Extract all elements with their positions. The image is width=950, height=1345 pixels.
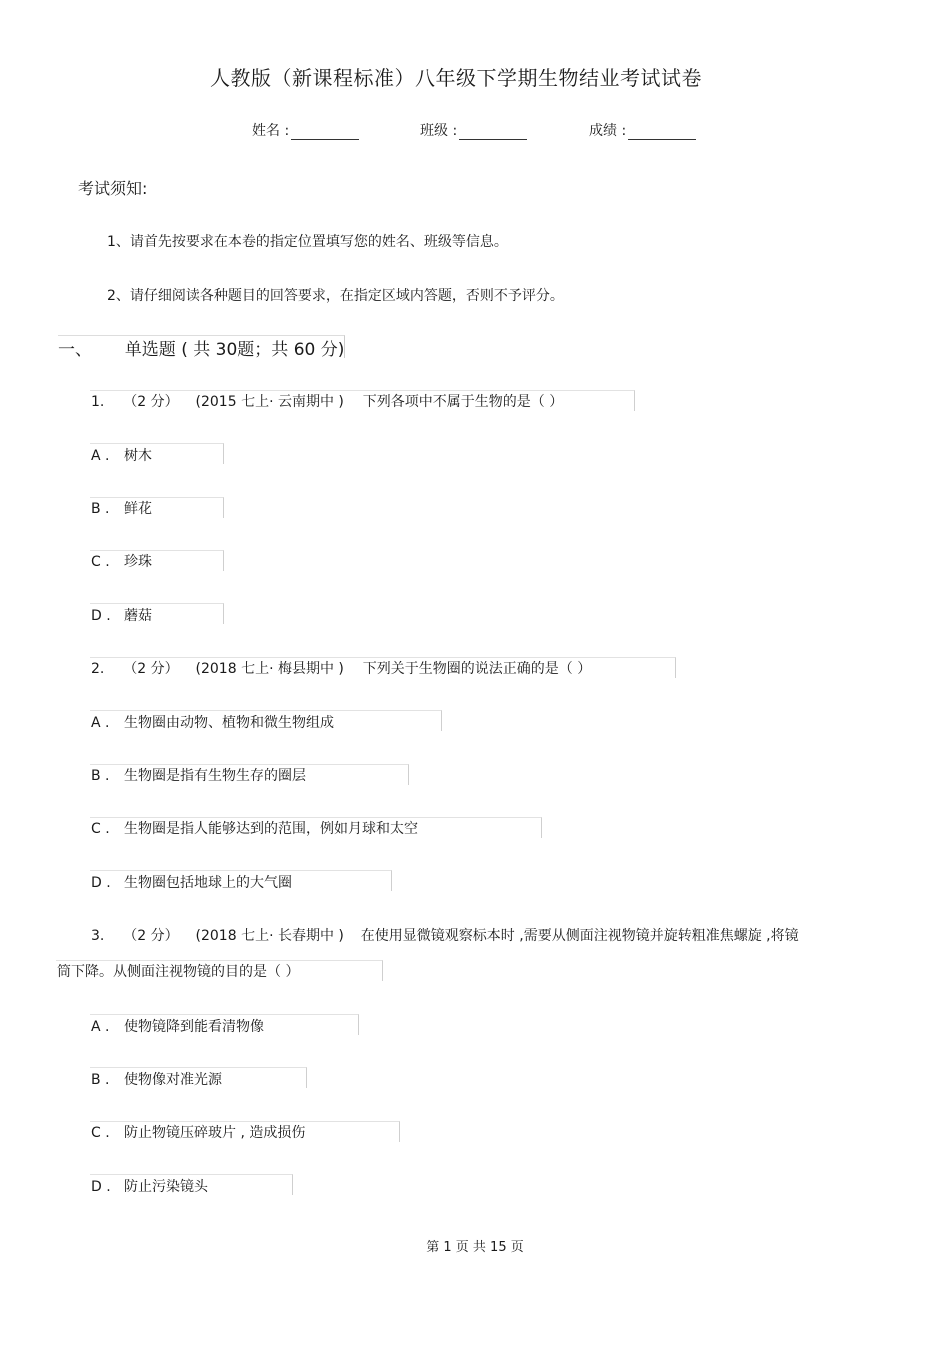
option-b[interactable]: B . 鲜花 — [91, 501, 152, 517]
score-field — [589, 120, 696, 140]
option-a[interactable]: A . 树木 — [91, 448, 152, 464]
class-label: 班级 : — [420, 123, 458, 139]
question-score: （2 分） — [123, 928, 179, 944]
question-score: （2 分） — [123, 661, 179, 677]
question-number: 3. — [91, 928, 105, 944]
option-c[interactable]: C . 珍珠 — [91, 554, 152, 570]
score-blank[interactable] — [628, 125, 696, 140]
option-b[interactable]: B . 生物圈是指有生物生存的圈层 — [91, 768, 306, 784]
option-b[interactable]: B . 使物像对准光源 — [91, 1072, 222, 1088]
option-d[interactable]: D . 防止污染镜头 — [91, 1179, 208, 1195]
option-a[interactable]: A . 使物镜降到能看清物像 — [91, 1019, 264, 1035]
question-number: 1. — [91, 394, 105, 410]
name-blank[interactable] — [291, 125, 359, 140]
question-source: (2018 七上· 梅县期中 ) — [195, 661, 344, 677]
exam-title: 人教版（新课程标准）八年级下学期生物结业考试试卷 — [210, 66, 702, 90]
section-heading — [58, 335, 344, 360]
notice-heading: 考试须知: — [78, 179, 148, 198]
name-label: 姓名 : — [252, 123, 290, 139]
option-a[interactable]: A . 生物圈由动物、植物和微生物组成 — [91, 715, 334, 731]
question-stem: 下列关于生物圈的说法正确的是（ ） — [362, 661, 592, 677]
question-stem: 下列各项中不属于生物的是（ ） — [362, 394, 564, 410]
question-stem-line-1: 在使用显微镜观察标本时 ,需要从侧面注视物镜并旋转粗准焦螺旋 ,将镜 — [360, 928, 799, 944]
option-c[interactable]: C . 防止物镜压碎玻片 , 造成损伤 — [91, 1125, 306, 1141]
page-footer: 第 1 页 共 15 页 — [426, 1240, 524, 1255]
question-3 — [91, 925, 799, 945]
score-label: 成绩 : — [589, 123, 627, 139]
section-frame — [58, 335, 345, 358]
section-title: 单选题 ( 共 30题；共 60 分) — [124, 340, 345, 360]
question-score: （2 分） — [123, 394, 179, 410]
notice-item-2: 2、请仔细阅读各种题目的回答要求，在指定区域内答题，否则不予评分。 — [107, 288, 564, 304]
question-number: 2. — [91, 661, 105, 677]
question-1 — [91, 391, 563, 411]
question-source: (2018 七上· 长春期中 ) — [195, 928, 344, 944]
notice-item-1: 1、请首先按要求在本卷的指定位置填写您的姓名、班级等信息。 — [107, 234, 508, 250]
class-blank[interactable] — [459, 125, 527, 140]
question-stem-line-2: 筒下降。从侧面注视物镜的目的是（ ） — [57, 964, 300, 980]
question-2 — [91, 658, 591, 678]
question-source: (2015 七上· 云南期中 ) — [195, 394, 344, 410]
option-d[interactable]: D . 生物圈包括地球上的大气圈 — [91, 875, 292, 891]
option-d[interactable]: D . 蘑菇 — [91, 608, 152, 624]
option-c[interactable]: C . 生物圈是指人能够达到的范围，例如月球和太空 — [91, 821, 418, 837]
class-field — [420, 120, 527, 140]
name-field — [252, 120, 359, 140]
section-number: 一、 — [58, 340, 92, 360]
